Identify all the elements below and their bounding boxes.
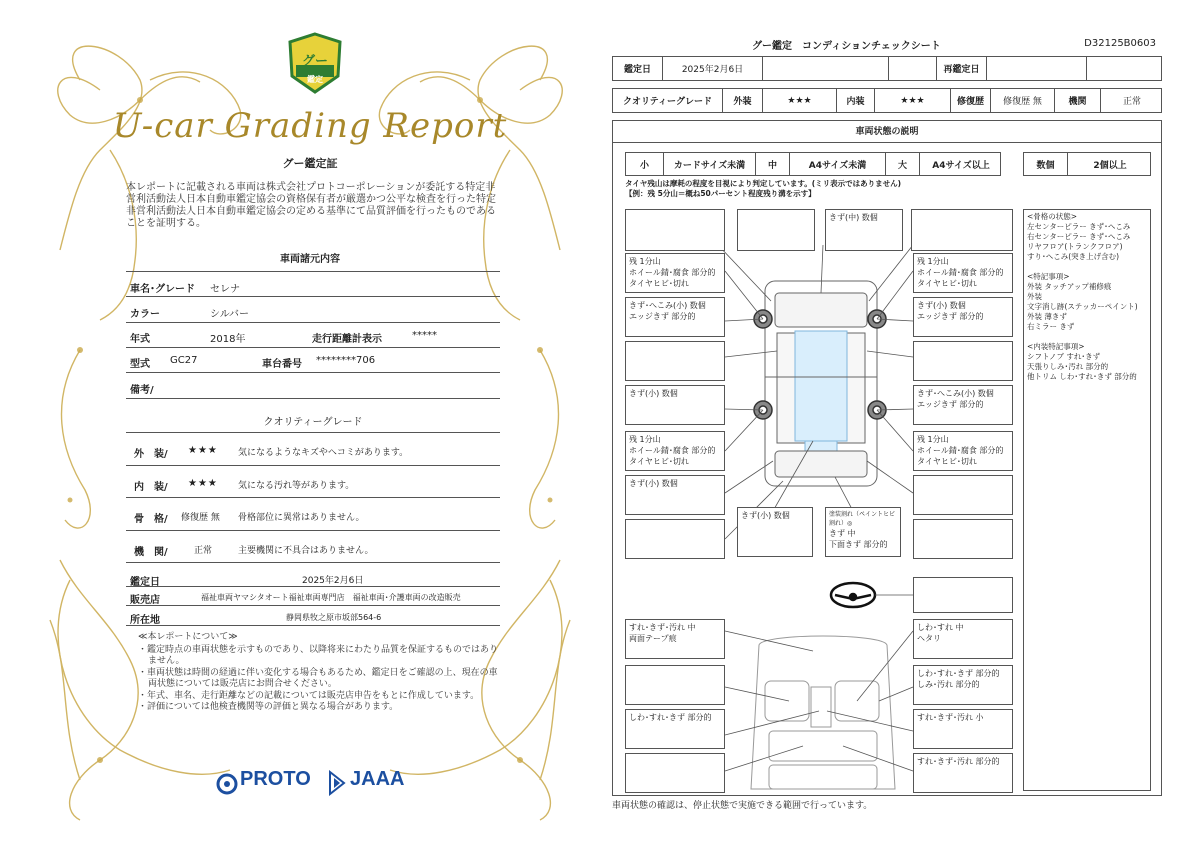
interior-label: 内 装/ <box>134 482 168 493</box>
size-large-value: A4サイズ以上 <box>932 160 990 171</box>
callout-box <box>913 519 1013 559</box>
note-item: ・評価については他検査機関等の評価と異なる場合があります。 <box>138 702 399 712</box>
grade-row-frame <box>126 498 500 531</box>
mileage-value: ***** <box>412 330 437 341</box>
callout-rear-center: きず(小) 数個 <box>737 507 813 557</box>
date-label: 鑑定日 <box>130 577 160 588</box>
color-label: カラー <box>130 309 160 320</box>
proto-logo-icon <box>216 772 238 796</box>
grade-row-engine <box>126 531 500 563</box>
sheet-footer: 車両状態の確認は、停止状態で実施できる範囲で行っています。 <box>612 801 873 811</box>
callout-box <box>913 475 1013 515</box>
callout-rr-tire: 残 1分山 ホイール錆･腐食 部分的 タイヤヒビ･切れ <box>913 431 1013 471</box>
callout-box <box>913 577 1013 613</box>
address-label: 所在地 <box>130 615 160 626</box>
tire-note-line: 【例：残 5分山＝概ね50パーセント程度残り溝を示す】 <box>625 189 816 198</box>
engine-value: 正常 <box>194 546 213 556</box>
sheet-date-value: 2025年2月6日 <box>663 57 763 80</box>
callout-seat-mid-left: しわ･すれ･きず 部分的 <box>625 709 725 749</box>
redate-value <box>987 57 1087 80</box>
callout-seat-front-left: すれ･きず･汚れ 中 両面テープ痕 <box>625 619 725 659</box>
interior-stars: ★★★ <box>188 478 218 489</box>
exterior-label: 外 装/ <box>134 449 168 460</box>
callout-under <box>825 507 901 557</box>
report-notes <box>138 632 498 714</box>
sheet-exterior-label: 外装 <box>723 89 763 112</box>
info-row-date <box>126 563 500 587</box>
dealer-label: 販売店 <box>130 595 160 606</box>
blank-cell <box>1087 57 1163 80</box>
badge-top-text: グー <box>301 54 328 69</box>
info-row-dealer <box>126 587 500 606</box>
certificate-heading: グー鑑定証 <box>282 157 338 170</box>
steering-wheel-icon <box>831 583 875 607</box>
frame-label: 骨 格/ <box>134 514 168 525</box>
info-row-address <box>126 606 500 626</box>
address-value: 静岡県牧之原市坂部564-6 <box>286 613 382 622</box>
dealer-value: 福祉車両ヤマシタオート福祉車両専門店 福祉車両･介護車両の改造販売 <box>201 593 461 602</box>
name-value: セレナ <box>210 284 240 295</box>
date-value: 2025年2月6日 <box>302 576 364 586</box>
blank-cell <box>763 57 889 80</box>
callout-fl-tire: 残 1分山 ホイール錆･腐食 部分的 タイヤヒビ･切れ <box>625 253 725 293</box>
frame-value: 修復歴 無 <box>181 513 220 523</box>
grade-row-exterior <box>126 433 500 466</box>
callout-l-front-body: きず･へこみ(小) 数個 エッジきず 部分的 <box>625 297 725 337</box>
callout-r-front-body: きず(小) 数個 エッジきず 部分的 <box>913 297 1013 337</box>
proto-logo: PROTO <box>240 768 311 790</box>
sheet-title: グー鑑定 コンディションチェックシート <box>752 41 941 52</box>
spec-row-name <box>126 271 500 297</box>
report-title: U-car Grading Report <box>112 106 508 146</box>
callout-l-rear: きず(小) 数個 <box>625 475 725 515</box>
callout-fr-tire: 残 1分山 ホイール錆･腐食 部分的 タイヤヒビ･切れ <box>913 253 1013 293</box>
spec-row-color <box>126 297 500 323</box>
sheet-exterior-stars: ★★★ <box>763 89 837 112</box>
sheet-repair-value: 修復歴 無 <box>991 89 1055 112</box>
callout-seat-mid-right: しわ･すれ･きず 部分的 しみ･汚れ 部分的 <box>913 665 1013 705</box>
size-small-value: カードサイズ未満 <box>664 153 756 175</box>
engine-label: 機 関/ <box>134 547 168 558</box>
grade-row <box>612 88 1162 113</box>
model-value: GC27 <box>170 355 198 366</box>
callout-box <box>625 341 725 381</box>
callout-box <box>737 209 815 251</box>
sheet-date-label: 鑑定日 <box>613 57 663 80</box>
callout-l-mid: きず(小) 数個 <box>625 385 725 425</box>
count-value: 2個以上 <box>1093 160 1127 171</box>
mileage-label: 走行距離計表示 <box>312 334 382 345</box>
year-label: 年式 <box>130 334 150 345</box>
callout-box <box>625 665 725 705</box>
callout-box <box>911 209 1013 251</box>
sheet-code: D32125B0603 <box>1084 38 1156 49</box>
spec-row-year <box>126 323 500 348</box>
blank-cell <box>889 57 937 80</box>
badge-bottom-text: 鑑定 <box>307 75 323 84</box>
spec-row-model <box>126 348 500 373</box>
year-value: 2018年 <box>210 334 246 345</box>
callout-front-center: きず(中) 数個 <box>825 209 903 251</box>
remarks-label: 備考/ <box>130 385 154 396</box>
size-mid-label: 中 <box>756 153 790 175</box>
jaaa-logo-icon <box>328 770 346 796</box>
under-text: きず 中 下面きず 部分的 <box>829 529 888 549</box>
redate-label: 再鑑定日 <box>937 57 987 80</box>
interior-comment: 気になる汚れ等があります。 <box>238 481 355 491</box>
note-item: ・鑑定時点の車両状態を示すものであり、以降将来にわたり品質を保証するものではありません。 <box>138 644 499 666</box>
sheet-engine-label: 機関 <box>1055 89 1101 112</box>
callout-seat-rear-right: すれ･きず･汚れ 小 <box>913 709 1013 749</box>
sheet-repair-label: 修復歴 <box>951 89 991 112</box>
callout-box <box>913 341 1013 381</box>
model-label: 型式 <box>130 359 150 370</box>
notes-heading: ≪本レポートについて≫ <box>138 632 238 642</box>
condition-area <box>612 120 1162 796</box>
sheet-interior-stars: ★★★ <box>875 89 951 112</box>
frame-comment: 骨格部位に異常はありません。 <box>238 513 365 523</box>
callout-box <box>625 753 725 793</box>
grade-row-interior <box>126 466 500 498</box>
size-small-label: 小 <box>626 153 664 175</box>
exterior-comment: 気になるようなキズやヘコミがあります。 <box>238 448 409 458</box>
exterior-stars: ★★★ <box>188 445 218 456</box>
note-item: ・車両状態は時間の経過に伴い変化する場合もあるため、鑑定日をご確認の上、現在の車両状態については販売店にお問合せください。 <box>138 667 498 689</box>
callout-box <box>625 519 725 559</box>
count-label: 数個 <box>1024 153 1068 175</box>
grading-certificate <box>40 20 580 830</box>
chassis-label: 車台番号 <box>262 359 302 370</box>
callout-r-mid: きず･へこみ(小) 数個 エッジきず 部分的 <box>913 385 1013 425</box>
sheet-interior-label: 内装 <box>837 89 875 112</box>
size-mid-value: A4サイズ未満 <box>790 153 886 175</box>
callout-seat-rear-right2: すれ･きず･汚れ 部分的 <box>913 753 1013 793</box>
quality-grade-heading: クオリティーグレード <box>126 399 500 433</box>
certificate-body-text: 本レポートに記載される車両は株式会社プロトコーポレーションが委託する特定非営利活動法人日本自動車鑑定協会の資格保有者が厳選かつ公平な検査を行った特定非営利活動法人日本自動車鑑定協会の定める基準にて品質評価を行ったものであることを証明する。 <box>126 182 496 229</box>
sheet-quality-label: クオリティーグレード <box>613 89 723 112</box>
date-row <box>612 56 1162 81</box>
note-item: ・年式、車名、走行距離などの記載については販売店申告をもとに作成しています。 <box>138 690 480 701</box>
jaaa-logo: JAAA <box>350 768 405 790</box>
under-small-note: 塗装割れ（ペイントヒビ割れ）◎ <box>829 511 896 527</box>
spec-row-remarks <box>126 373 500 399</box>
name-label: 車名･グレード <box>130 284 195 295</box>
callout-seat-front-right: しわ･すれ 中 ヘタリ <box>913 619 1013 659</box>
sheet-engine-value: 正常 <box>1122 97 1141 107</box>
condition-heading: 車両状態の説明 <box>613 121 1161 143</box>
car-top-view-icon <box>765 281 877 486</box>
engine-comment: 主要機関に不具合はありません。 <box>238 546 374 556</box>
callout-rl-tire: 残 1分山 ホイール錆･腐食 部分的 タイヤヒビ･切れ <box>625 431 725 471</box>
condition-check-sheet <box>612 34 1164 811</box>
spec-heading: 車両諸元内容 <box>280 254 340 265</box>
chassis-value: ********706 <box>316 355 376 366</box>
interior-top-view-icon <box>751 636 895 789</box>
callout-box <box>625 209 725 251</box>
side-notes: <骨格の状態> 左センターピラー きず･へこみ 右センターピラー きず･へこみ リヤフロア(トランクフロア) すり･へこみ(突き上げ含む) <特記事項> 外装 タッチアップ補修痕 外装 文字消し跡(ステッカーペイント) 外装 薄きず 右ミラー きず <内装特記事項> シフトノブ すれ･きず 天張りしみ･汚れ 部分的 他トリム しわ･すれ･きず 部分的 <box>1023 209 1151 791</box>
color-value: シルバー <box>210 309 250 320</box>
size-large-label: 大 <box>886 153 920 175</box>
tire-note-line: タイヤ残山は摩耗の程度を目視により判定しています。(ミリ表示ではありません) <box>625 179 902 188</box>
